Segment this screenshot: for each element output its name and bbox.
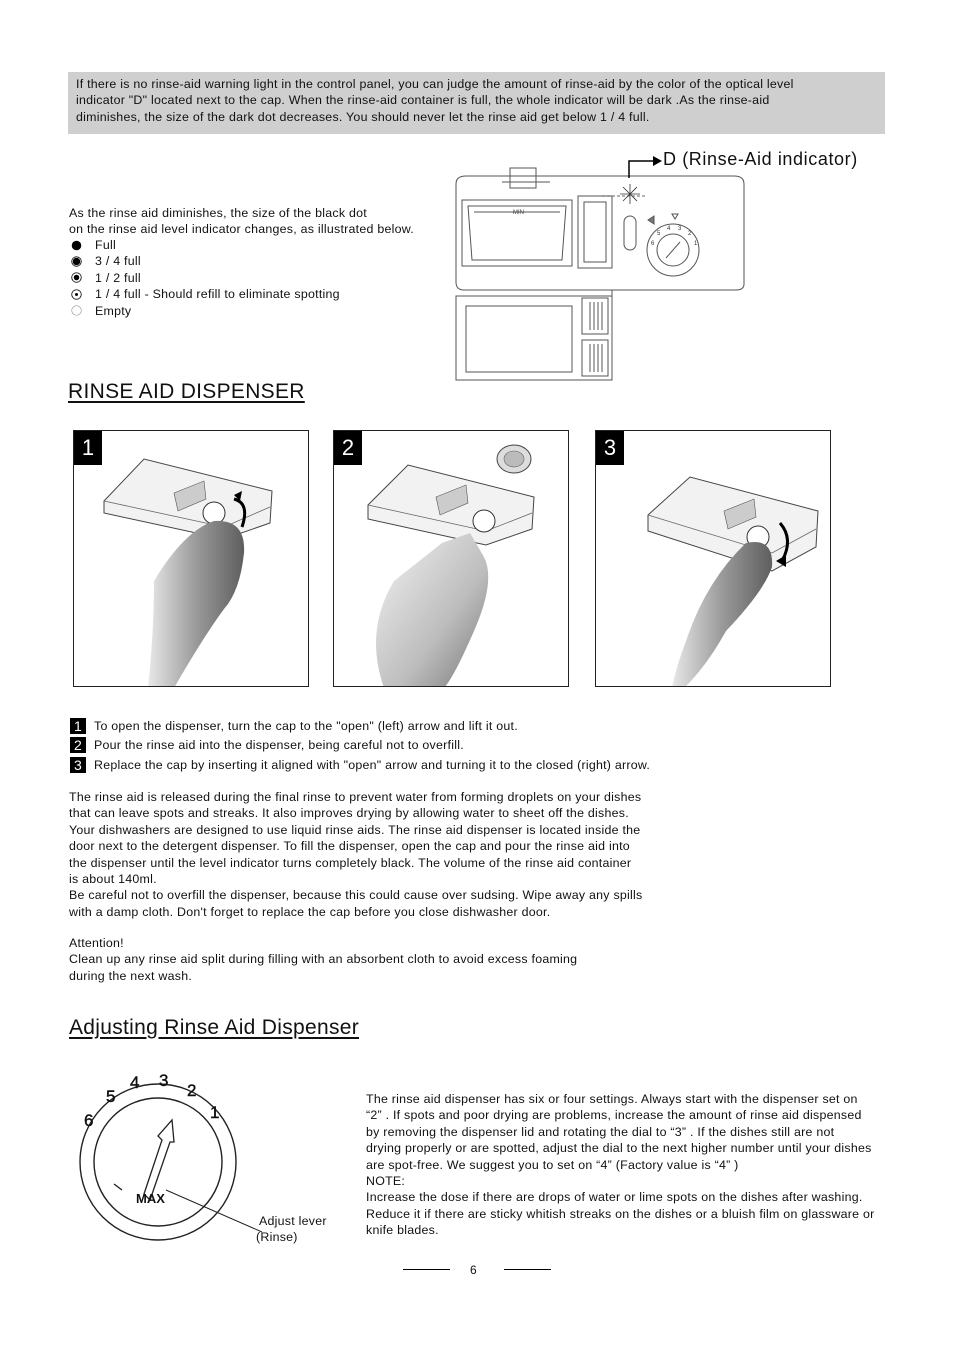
- dial-number: 5: [106, 1087, 116, 1106]
- level-label: Empty: [95, 303, 132, 318]
- body-line: with a damp cloth. Don't forget to replace the cap before you close dishwasher door.: [69, 904, 551, 919]
- replace-cap-illustration: [596, 431, 831, 687]
- step-list: [70, 716, 710, 775]
- level-half: [69, 270, 449, 286]
- page-number: 6: [470, 1263, 477, 1277]
- dial-number: 2: [187, 1081, 197, 1100]
- section-heading-rinse-aid-dispenser: RINSE AID DISPENSER: [68, 380, 305, 403]
- adjust-lever-label: [256, 1213, 356, 1246]
- indicator-intro-line: As the rinse aid diminishes, the size of the black dot: [69, 206, 367, 220]
- level-empty: [69, 303, 449, 319]
- step-item: [70, 736, 710, 756]
- half-dot-icon: [71, 272, 82, 283]
- body-line: Your dishwashers are designed to use liquid rinse aids. The rinse aid dispenser is located inside the: [69, 822, 641, 837]
- adjust-line: NOTE:: [366, 1174, 406, 1189]
- footer-rule-left: [403, 1269, 450, 1270]
- body-line: the dispenser until the level indicator turns completely black. The volume of the rinse aid container: [69, 855, 632, 870]
- notice-line: diminishes, the size of the dark dot decreases. You should never let the rinse aid get below 1 / 4 full.: [76, 109, 650, 124]
- callout-arrow-icon: [625, 150, 665, 180]
- adjust-line: knife blades.: [366, 1223, 439, 1238]
- indicator-intro-line: on the rinse aid level indicator changes, as illustrated below.: [69, 222, 414, 237]
- diagram-dial-number: 3: [678, 226, 682, 232]
- notice-line: If there is no rinse-aid warning light in the control panel, you can judge the amount of rinse-aid by the color of the optical level: [76, 77, 794, 91]
- indicator-level-list: [69, 237, 449, 319]
- three-quarter-dot-icon: [71, 256, 82, 267]
- level-label: Full: [95, 238, 116, 252]
- step-text: Replace the cap by inserting it aligned with "open" arrow and turning it to the closed (right) arrow.: [94, 757, 651, 772]
- open-cap-illustration: [74, 431, 309, 687]
- attention-line: Attention!: [69, 936, 124, 950]
- diagram-dial-number: 6: [651, 241, 655, 247]
- level-three-quarter: [69, 253, 449, 269]
- dial-number: 4: [130, 1073, 140, 1092]
- step-item: [70, 755, 710, 775]
- adjust-line: The rinse aid dispenser has six or four settings. Always start with the dispenser set on: [366, 1092, 858, 1106]
- lever-label-line: Adjust lever: [259, 1214, 327, 1228]
- panel-number: 2: [334, 431, 362, 465]
- pour-rinse-aid-illustration: [334, 431, 569, 687]
- panel-number: 3: [596, 431, 624, 465]
- level-quarter: [69, 286, 449, 302]
- level-label: 1 / 4 full - Should refill to eliminate spotting: [95, 287, 340, 302]
- full-dot-icon: [71, 240, 82, 251]
- body-line: Be careful not to overfill the dispenser, because this could cause over sudsing. Wipe away any spills: [69, 888, 643, 903]
- body-line: is about 140ml.: [69, 872, 157, 887]
- diagram-dial-number: 2: [688, 231, 692, 237]
- diagram-dial-number: 4: [667, 226, 671, 232]
- step-text: Pour the rinse aid into the dispenser, being careful not to overfill.: [94, 738, 464, 753]
- attention-line: during the next wash.: [69, 968, 193, 983]
- section-heading-adjusting: Adjusting Rinse Aid Dispenser: [69, 1016, 360, 1039]
- dispenser-diagram: [452, 166, 748, 388]
- dial-number: 3: [159, 1071, 169, 1090]
- attention-line: Clean up any rinse aid split during filling with an absorbent cloth to avoid excess foaming: [69, 952, 578, 967]
- rinse-aid-description: [69, 789, 709, 920]
- adjust-line: “2” . If spots and poor drying are problems, increase the amount of rinse aid dispensed: [366, 1108, 862, 1123]
- adjust-line: Increase the dose if there are drops of water or lime spots on the dishes after washing.: [366, 1190, 863, 1205]
- adjust-instructions: [366, 1091, 906, 1239]
- quarter-dot-icon: [71, 289, 82, 300]
- min-label: MIN: [513, 210, 524, 216]
- level-label: 3 / 4 full: [95, 254, 141, 269]
- level-label: 1 / 2 full: [95, 270, 141, 285]
- panel-number: 1: [74, 431, 102, 465]
- max-label: MAX: [136, 1191, 165, 1206]
- step-text: To open the dispenser, turn the cap to the "open" (left) arrow and lift it out.: [94, 718, 518, 733]
- indicator-intro: [69, 205, 449, 238]
- dial-number: 6: [84, 1111, 94, 1130]
- lever-label-line: (Rinse): [256, 1230, 298, 1245]
- footer-rule-right: [504, 1269, 551, 1270]
- step-panel-2: [333, 430, 569, 687]
- adjust-line: by removing the dispenser lid and rotating the dial to “3” . If the dishes still are not: [366, 1124, 835, 1139]
- step-number: 3: [70, 757, 86, 773]
- notice-line: indicator "D" located next to the cap. When the rinse-aid container is full, the whole indicator will be dark .As the rinse-aid: [76, 93, 770, 108]
- rinse-dial-diagram: [66, 1062, 266, 1242]
- empty-dot-icon: [71, 305, 82, 316]
- adjust-line: Reduce it if there are sticky whitish streaks on the dishes or a bluish film on glassware or: [366, 1206, 875, 1221]
- step-item: [70, 716, 710, 736]
- rinse-aid-notice: [68, 72, 885, 134]
- step-number: 2: [70, 737, 86, 753]
- body-line: that can leave spots and streaks. It also improves drying by allowing water to sheet off the dishes.: [69, 806, 629, 821]
- body-line: The rinse aid is released during the final rinse to prevent water from forming droplets on your dishes: [69, 790, 642, 804]
- attention-note: [69, 935, 709, 984]
- level-full: [69, 237, 449, 253]
- adjust-line: drying properly or are spotted, adjust the dial to the next higher number until your dishes: [366, 1141, 872, 1156]
- diagram-dial-number: 5: [657, 231, 661, 237]
- body-line: door next to the detergent dispenser. To fill the dispenser, open the cap and pour the rinse aid into: [69, 839, 630, 854]
- adjust-line: are spot-free. We suggest you to set on “4” (Factory value is “4” ): [366, 1157, 739, 1172]
- step-panel-3: [595, 430, 831, 687]
- diagram-dial-number: 1: [694, 241, 698, 247]
- step-number: 1: [70, 718, 86, 734]
- step-panel-1: [73, 430, 309, 687]
- callout-label: D (Rinse-Aid indicator): [663, 149, 858, 169]
- dial-number: 1: [210, 1103, 220, 1122]
